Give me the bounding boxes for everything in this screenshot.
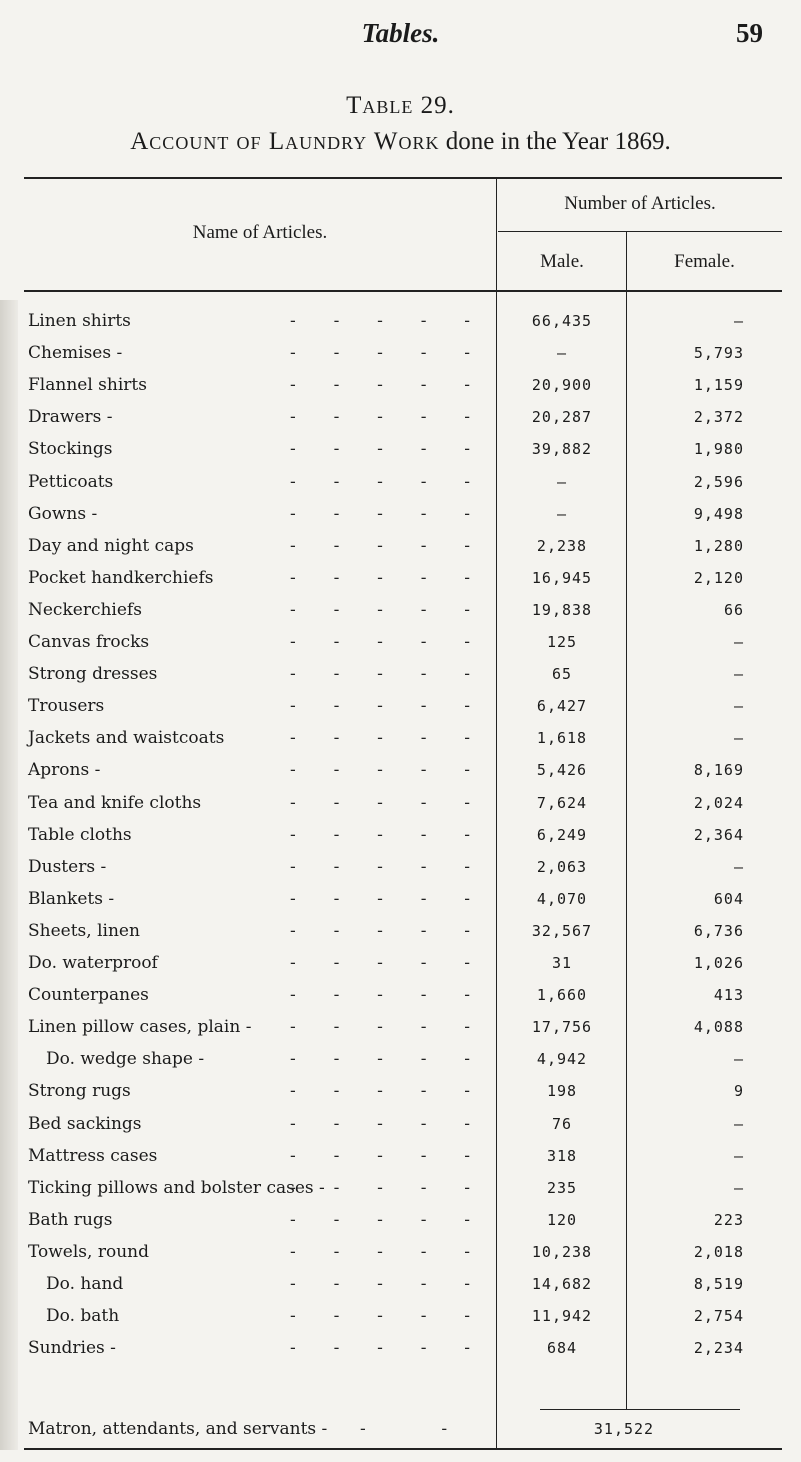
- table-row: [0, 724, 801, 756]
- dot-leader: - - - - -: [290, 953, 471, 973]
- summary-leader: - -: [360, 1419, 448, 1439]
- female-count: 604: [713, 889, 744, 908]
- male-count: 16,945: [531, 568, 593, 587]
- female-count: 413: [713, 986, 744, 1005]
- female-count: —: [733, 1114, 744, 1133]
- table-row: [0, 564, 801, 596]
- female-count: —: [733, 857, 744, 876]
- female-count: —: [733, 1146, 744, 1165]
- female-count: 2,024: [693, 793, 744, 812]
- article-name: Do. waterproof: [28, 953, 158, 973]
- table-row: [0, 692, 801, 724]
- table-row: [0, 949, 801, 981]
- male-count: —: [556, 472, 568, 491]
- female-count: 2,754: [693, 1307, 744, 1326]
- article-name: Linen shirts: [28, 311, 131, 331]
- dot-leader: - - - - -: [290, 599, 471, 620]
- male-count: 5,426: [536, 761, 588, 780]
- article-name: Do. wedge shape -: [46, 1049, 205, 1070]
- female-count: —: [733, 633, 744, 651]
- summary-label: Matron, attendants, and servants -: [28, 1419, 328, 1439]
- dot-leader: - - - - -: [290, 1113, 471, 1134]
- article-name: Chemises -: [28, 343, 123, 364]
- female-count: 8,169: [693, 761, 744, 780]
- article-name: Flannel shirts: [28, 375, 147, 396]
- dot-leader: - - - - -: [290, 888, 471, 909]
- female-count: 2,120: [693, 568, 744, 587]
- female-count: 8,519: [693, 1275, 744, 1293]
- summary-total: 31,522: [593, 1420, 655, 1438]
- dot-leader: - - - - -: [290, 311, 471, 331]
- female-count: 1,026: [693, 954, 744, 972]
- table-row: [0, 1110, 801, 1142]
- male-count: 125: [546, 633, 578, 651]
- article-name: Table cloths: [28, 824, 132, 845]
- female-count: 2,018: [693, 1242, 744, 1261]
- dot-leader: - - - - -: [290, 535, 471, 556]
- female-count: —: [733, 665, 744, 684]
- table-bottom-rule: [24, 1448, 782, 1450]
- female-count: —: [733, 729, 744, 748]
- table-caption-rest: done in the Year 1869.: [439, 128, 671, 155]
- article-name: Day and night caps: [28, 535, 194, 556]
- female-count: 9,498: [693, 504, 744, 523]
- table-row: [0, 500, 801, 532]
- female-count: —: [733, 697, 744, 716]
- dot-leader: - - - - -: [290, 1241, 471, 1262]
- table-row: [0, 1238, 801, 1270]
- female-count: 66: [723, 600, 744, 619]
- table-row: [0, 307, 801, 339]
- dot-leader: - - - - -: [290, 1017, 471, 1038]
- male-count: 11,942: [531, 1307, 593, 1326]
- dot-leader: - - - - -: [290, 985, 471, 1006]
- male-count: —: [556, 504, 568, 523]
- male-count: 198: [546, 1082, 578, 1101]
- female-count: 6,736: [693, 921, 744, 940]
- male-count: 4,070: [536, 889, 588, 908]
- article-name: Do. bath: [46, 1306, 120, 1327]
- column-group-header: Number of Articles.: [564, 193, 716, 214]
- male-count: 65: [551, 665, 573, 684]
- article-name: Dusters -: [28, 856, 107, 877]
- female-count: 223: [713, 1210, 744, 1229]
- table-row: [0, 1077, 801, 1109]
- male-count: 1,660: [536, 986, 588, 1005]
- dot-leader: - - - - -: [290, 439, 471, 460]
- table-row: [0, 403, 801, 435]
- female-count: 9: [733, 1082, 744, 1101]
- article-name: Petticoats: [28, 471, 114, 492]
- table-top-rule: [24, 177, 782, 179]
- table-row: [0, 532, 801, 564]
- dot-leader: - - - - -: [290, 407, 471, 428]
- table-row: [0, 435, 801, 467]
- male-count: 120: [546, 1210, 578, 1229]
- female-count: 5,793: [693, 344, 744, 363]
- table-row: [0, 1045, 801, 1077]
- article-name: Mattress cases: [28, 1145, 158, 1166]
- article-name: Strong rugs: [28, 1081, 131, 1102]
- dot-leader: - - - - -: [290, 1338, 471, 1359]
- running-title: Tables.: [361, 18, 440, 48]
- male-count: —: [556, 344, 568, 363]
- table-row: [0, 756, 801, 788]
- dot-leader: - - - - -: [290, 632, 471, 652]
- table-row: [0, 789, 801, 821]
- dot-leader: - - - - -: [290, 1049, 471, 1070]
- dot-leader: - - - - -: [290, 856, 471, 877]
- table-row: [0, 596, 801, 628]
- dot-leader: - - - - -: [290, 664, 471, 685]
- table-row: [0, 1174, 801, 1206]
- table-row: [0, 1302, 801, 1334]
- page-header: [0, 12, 801, 52]
- totals-rule: [540, 1409, 740, 1410]
- male-count: 19,838: [531, 600, 593, 619]
- table-row: [0, 1142, 801, 1174]
- article-name: Tea and knife cloths: [28, 792, 202, 813]
- male-count: 39,882: [531, 440, 593, 459]
- female-count: 1,159: [693, 376, 744, 395]
- table-row: [0, 660, 801, 692]
- header-bottom-rule: [24, 290, 782, 292]
- article-name: Canvas frocks: [28, 632, 150, 652]
- male-count: 14,682: [531, 1275, 593, 1293]
- table-caption: [0, 128, 801, 156]
- male-count: 66,435: [531, 312, 593, 330]
- column-header-male: Male.: [540, 251, 584, 272]
- article-name: Aprons -: [28, 760, 101, 781]
- table-row: [0, 1334, 801, 1366]
- article-name: Bed sackings: [28, 1113, 142, 1134]
- table-row: [0, 1206, 801, 1238]
- table-row: [0, 1270, 801, 1302]
- female-count: 2,364: [693, 825, 744, 844]
- article-name: Bath rugs: [28, 1209, 113, 1230]
- article-name: Sundries -: [28, 1338, 116, 1359]
- table-caption-lead: Account of Laundry Work: [130, 128, 440, 155]
- dot-leader: - - - - -: [290, 1177, 471, 1198]
- dot-leader: - - - - -: [290, 1209, 471, 1230]
- table-number: Table 29.: [346, 92, 455, 119]
- male-count: 6,249: [536, 825, 588, 844]
- male-count: 76: [551, 1114, 573, 1133]
- dot-leader: - - - - -: [290, 567, 471, 588]
- male-count: 2,063: [536, 857, 588, 876]
- table-row: [0, 821, 801, 853]
- table-row: [0, 853, 801, 885]
- female-count: 2,372: [693, 408, 744, 427]
- table-row: [0, 885, 801, 917]
- male-count: 6,427: [536, 697, 588, 716]
- dot-leader: - - - - -: [290, 1145, 471, 1166]
- table-row: [0, 628, 801, 660]
- dot-leader: - - - - -: [290, 343, 471, 364]
- male-count: 235: [546, 1178, 578, 1197]
- male-count: 2,238: [536, 536, 588, 555]
- article-name: Counterpanes: [28, 985, 149, 1006]
- dot-leader: - - - - -: [290, 792, 471, 813]
- article-name: Trousers: [28, 696, 105, 717]
- table-row: [0, 981, 801, 1013]
- female-count: 4,088: [693, 1018, 744, 1037]
- table-row: [0, 468, 801, 500]
- article-name: Ticking pillows and bolster cases -: [28, 1177, 325, 1198]
- dot-leader: - - - - -: [290, 824, 471, 845]
- female-count: 1,280: [693, 536, 744, 555]
- male-count: 4,942: [536, 1050, 588, 1069]
- table-row: [0, 371, 801, 403]
- female-count: 1,980: [693, 440, 744, 459]
- article-name: Neckerchiefs: [28, 599, 142, 620]
- column-header-female: Female.: [674, 251, 735, 272]
- article-name: Strong dresses: [28, 664, 158, 685]
- male-count: 7,624: [536, 793, 588, 812]
- dot-leader: - - - - -: [290, 1081, 471, 1102]
- page-number: 59: [736, 18, 763, 48]
- article-name: Pocket handkerchiefs: [28, 567, 214, 588]
- article-name: Linen pillow cases, plain -: [28, 1017, 252, 1038]
- dot-leader: - - - - -: [290, 696, 471, 717]
- table-row: [0, 1013, 801, 1045]
- dot-leader: - - - - -: [290, 728, 471, 749]
- group-header-rule: [498, 231, 782, 232]
- male-count: 32,567: [531, 921, 593, 940]
- dot-leader: - - - - -: [290, 375, 471, 396]
- article-name: Jackets and waistcoats: [28, 728, 225, 749]
- column-header-name: Name of Articles.: [192, 222, 328, 243]
- female-count: —: [733, 312, 744, 330]
- article-name: Sheets, linen: [28, 920, 140, 941]
- male-count: 17,756: [531, 1018, 593, 1037]
- female-count: —: [733, 1178, 744, 1197]
- dot-leader: - - - - -: [290, 471, 471, 492]
- dot-leader: - - - - -: [290, 920, 471, 941]
- article-name: Drawers -: [28, 407, 113, 428]
- male-count: 10,238: [531, 1242, 593, 1261]
- table-row: [0, 917, 801, 949]
- article-name: Stockings: [28, 439, 113, 460]
- male-count: 1,618: [536, 729, 588, 748]
- article-name: Blankets -: [28, 888, 115, 909]
- dot-leader: - - - - -: [290, 760, 471, 781]
- female-count: 2,596: [693, 472, 744, 491]
- male-count: 31: [551, 954, 573, 972]
- male-count: 684: [546, 1339, 578, 1358]
- female-count: —: [733, 1050, 744, 1069]
- male-count: 20,900: [531, 376, 593, 395]
- summary-row: [0, 1415, 801, 1447]
- article-name: Do. hand: [46, 1274, 124, 1294]
- male-count: 20,287: [531, 408, 593, 427]
- dot-leader: - - - - -: [290, 1306, 471, 1327]
- female-count: 2,234: [693, 1339, 744, 1358]
- dot-leader: - - - - -: [290, 1274, 471, 1294]
- table-row: [0, 339, 801, 371]
- male-count: 318: [546, 1146, 578, 1165]
- article-name: Towels, round: [28, 1241, 149, 1262]
- dot-leader: - - - - -: [290, 503, 471, 524]
- article-name: Gowns -: [28, 503, 98, 524]
